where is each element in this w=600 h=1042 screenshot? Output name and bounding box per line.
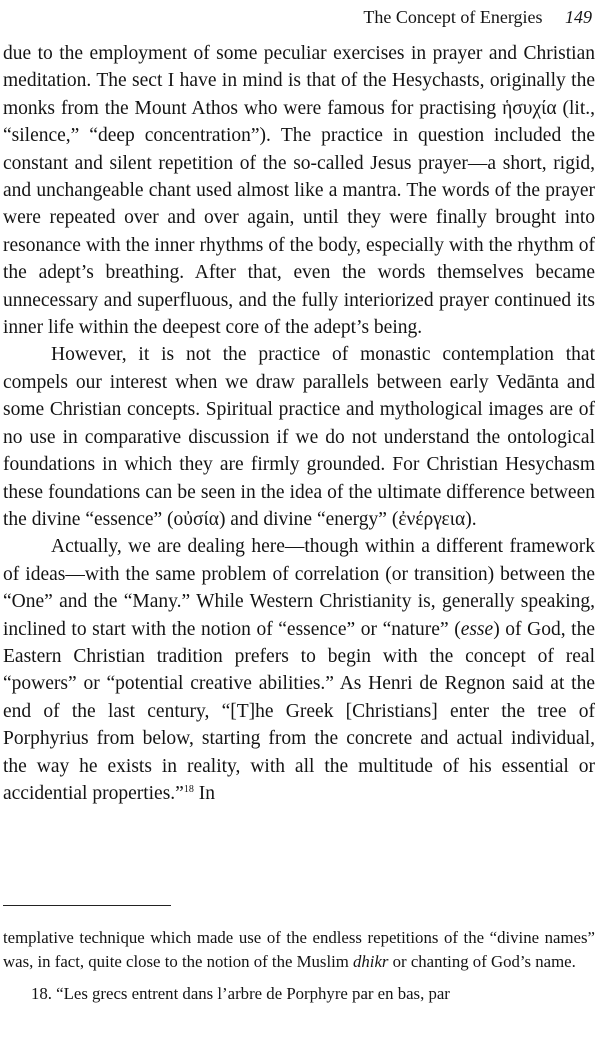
- chapter-title: The Concept of Energies: [363, 7, 543, 27]
- paragraph-one-and-many: [3, 533, 595, 807]
- greek-term: οὐσία: [173, 508, 219, 530]
- paragraph-ontology: [3, 341, 595, 533]
- footnote-text: or chanting of God’s name.: [388, 952, 576, 971]
- paragraph-text: However, it is not the practice of monastic contemplation that compels our interest when we draw parallels between early Vedānta and some Christian concepts. Spiritual practice and mythological images are of no use in comparative discussion if we do not understand the ontological foundations in which they are firmly grounded. For Christian Hesychasm these foundations can be seen in the idea of the ultimate difference between the divine “essence” (: [3, 344, 595, 530]
- page-number: 149: [565, 7, 592, 27]
- paragraph-text: Actually, we are dealing here—though within a different framework of ideas—with the same problem of correlation (or transition) between the “One” and the “Many.” While Western Christianity is, generally speaking, inclined to start with the notion of “essence” or “nature” (: [3, 536, 595, 640]
- paragraph-text: (lit., “silence,” “deep concentration”). The practice in question included the constant and silent repetition of the so-called Jesus prayer—a short, rigid, and unchangeable chant used almost like a mantra. The words of the prayer were repeated over and over again, until they were finally brought into resonance with the inner rhythms of the body, especially with the rhythm of the adept’s breathing. After that, even the words themselves became unnecessary and superfluous, and the fully interiorized prayer continued its inner life within the deepest core of the adept’s being.: [3, 97, 595, 339]
- paragraph-text: In: [193, 782, 215, 804]
- paragraph-hesychasts: [3, 40, 595, 341]
- footnote-reference[interactable]: 18: [183, 783, 194, 795]
- italic-term: esse: [460, 618, 494, 640]
- italic-term: dhikr: [353, 952, 389, 971]
- greek-term: ἡσυχία: [502, 97, 557, 119]
- running-head: [363, 6, 592, 28]
- footnote-18: 18. “Les grecs entrent dans l’arbre de Porphyre par en bas, par: [31, 984, 450, 1003]
- paragraph-text: ).: [465, 508, 477, 530]
- paragraph-text: ) and divine “energy” (: [218, 508, 399, 530]
- footnotes: [3, 926, 595, 1006]
- footnote-text: templative technique which made use of the endless repetitions of the “divine names” was, in fact, quite close to the notion of the Muslim: [3, 928, 595, 971]
- footnote-divider: [3, 905, 171, 906]
- footnote-continued: [3, 926, 595, 974]
- greek-term: ἐνέργεια: [398, 508, 466, 530]
- main-text: [3, 40, 595, 807]
- paragraph-text: due to the employment of some peculiar exercises in prayer and Christian meditation. The sect I have in mind is that of the Hesychasts, originally the monks from the Mount Athos who were famous for practising: [3, 43, 595, 119]
- paragraph-text: ) of God, the Eastern Christian tradition prefers to begin with the concept of real “powers” or “potential creative abilities.” As Henri de Regnon said at the end of the last century, “[T]he Greek [Christians] enter the tree of Porphyrius from below, starting from the concrete and actual individual, the way he exists in reality, with all the multitude of his essential or accidential properties.”: [3, 618, 595, 804]
